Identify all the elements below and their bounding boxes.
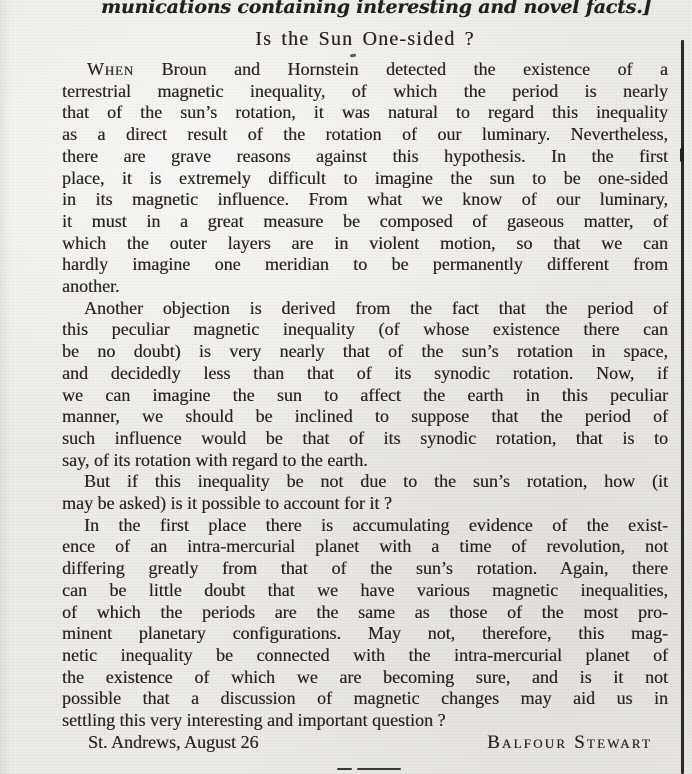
text-line: say, of its rotation with regard to the earth. bbox=[62, 449, 368, 470]
paragraph-4 bbox=[62, 515, 668, 732]
text-line: may be asked) is it possible to account for it ? bbox=[62, 493, 392, 514]
text-line: it must in a great measure be composed of gaseous matter, of bbox=[62, 210, 668, 231]
paragraph-3 bbox=[62, 471, 668, 514]
leading-smallcaps-word: When bbox=[87, 59, 134, 79]
article-title: Is the Sun One-sided ? bbox=[255, 28, 475, 50]
text-line: settling this very interesting and important question ? bbox=[62, 710, 446, 731]
text-line: place, it is extremely difficult to imagine the sun to be one-sided bbox=[62, 167, 668, 188]
text-line: be no doubt) is very nearly that of the sun’s rotation in space, bbox=[62, 341, 668, 362]
text-line: this peculiar magnetic inequality (of whose existence there can bbox=[62, 319, 668, 340]
text-line: in its magnetic influence. From what we know of our luminary, bbox=[62, 189, 668, 210]
signature-place-date: St. Andrews, August 26 bbox=[88, 731, 259, 752]
text-line: But if this inequality be not due to the sun’s rotation, how (it bbox=[84, 471, 668, 492]
paragraph-2 bbox=[62, 298, 668, 472]
paragraph-lines bbox=[62, 298, 668, 472]
rule-segment bbox=[337, 768, 352, 770]
text-line: that of the sun’s rotation, it was natural to regard this inequality bbox=[62, 102, 668, 123]
text-line: ence of an intra-mercurial planet with a time of revolution, not bbox=[62, 536, 668, 557]
text-line: we can imagine the sun to affect the earth in this peculiar bbox=[62, 384, 668, 405]
article-body bbox=[62, 59, 668, 732]
text-line: and decidedly less than that of its synodic rotation. Now, if bbox=[62, 362, 668, 383]
line-text: Broun and Hornstein detected the existence of a bbox=[161, 59, 669, 79]
paragraph-lines bbox=[62, 81, 668, 298]
text-line: which the outer layers are in violent motion, so that we can bbox=[62, 232, 668, 253]
text-line: possible that a discussion of magnetic changes may aid us in bbox=[62, 688, 668, 709]
signature-author: Balfour Stewart bbox=[487, 731, 652, 753]
text-line: manner, we should be inclined to suppose that the period of bbox=[62, 406, 668, 427]
text-line: the existence of which we are becoming sure, and is it not bbox=[62, 666, 668, 687]
text-line: terrestrial magnetic inequality, of which the period is nearly bbox=[62, 80, 668, 101]
text-line: another. bbox=[62, 276, 120, 297]
ink-speck bbox=[350, 54, 356, 57]
text-line: hardly imagine one meridian to be permanently different from bbox=[62, 254, 668, 275]
text-line bbox=[62, 59, 668, 81]
text-line: such influence would be that of its synodic rotation, that is to bbox=[62, 427, 668, 448]
clipped-editorial-note-fragment: munications containing interesting and novel facts.] bbox=[101, 0, 652, 18]
text-line: as a direct result of the rotation of our luminary. Nevertheless, bbox=[62, 124, 668, 145]
signature-line bbox=[62, 732, 668, 754]
paragraph-lines bbox=[62, 515, 668, 732]
text-line: In the first place there is accumulating evidence of the exist- bbox=[84, 514, 668, 535]
column-divider-rule bbox=[681, 40, 684, 774]
text-line: differing greatly from that of the sun’s rotation. Again, there bbox=[62, 558, 668, 579]
paragraph-lines bbox=[62, 471, 668, 514]
rule-segment bbox=[357, 768, 401, 770]
text-line: netic inequality be connected with the intra-mercurial planet of bbox=[62, 644, 668, 665]
text-line: there are grave reasons against this hypothesis. In the first bbox=[62, 145, 668, 166]
text-line: of which the periods are the same as those of the most pro- bbox=[62, 601, 668, 622]
text-line: Another objection is derived from the fact that the period of bbox=[84, 297, 668, 318]
text-line: minent planetary configurations. May not, therefore, this mag- bbox=[62, 623, 668, 644]
text-line: can be little doubt that we have various magnetic inequalities, bbox=[62, 579, 668, 600]
paragraph-1 bbox=[62, 59, 668, 298]
section-end-rule bbox=[337, 768, 401, 770]
